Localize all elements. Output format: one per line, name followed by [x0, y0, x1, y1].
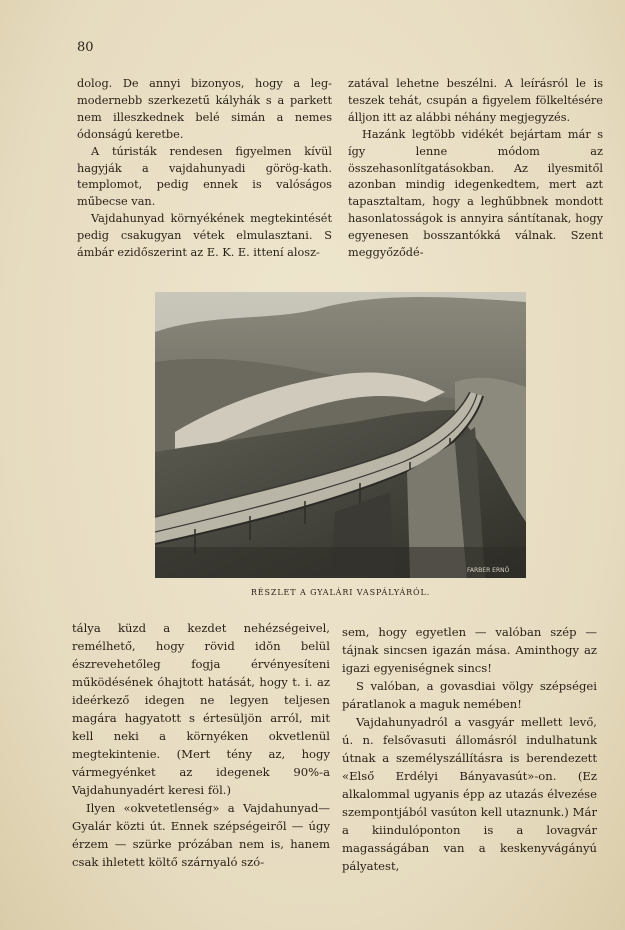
photo-credit: FARBER ERNŐ [467, 567, 510, 574]
paragraph: zatával lehetne beszélni. A leírásról le is teszek tehát, csupán a figyelem fölkeltésére álljon itt az alábbi néhány megjegyzés. [348, 77, 603, 124]
bottom-left-column [72, 619, 330, 871]
paragraph: Vajdahunyad környékének megtekintését pedig csakugyan vétek elmulasztani. S ámbár ezidőszerint az E. K. E. ittení alosz- [77, 212, 332, 260]
paragraph: tálya küzd a kezdet nehézségeivel, remélhető, hogy rövid idŏn belül észrevehetőleg fogja érvényesíteni működésének óhajtott hatását, hogy t. i. az ideérkező idegen ne legyen teljesen magára hagyatott s értesüljön arról, mit kell neki a környéken okvetlenül megtekintenie. (Mert tény az, hogy vármegyénket az idegenek 90%-a Vajdahunyadért keresi föl.) [72, 621, 330, 797]
paragraph: dolog. De annyi bizonyos, hogy a leg-modernebb szerkezetű kályhák s a parkett nem illeszkednek belé simán a nemes ódonságú keretbe. [77, 77, 332, 141]
paragraph: sem, hogy egyetlen — valóban szép — tájnak sincsen igazán mása. Aminthogy az igazi egyeniségnek sincs! [342, 625, 597, 675]
paragraph: A túristák rendesen figyelmen kívül hagyják a vajdahunyadi görög-kath. templomot, pedig ennek is valóságos műbecse van. [77, 144, 332, 209]
paragraph: Ilyen «okvetetlenség» a Vajdahunyad—Gyalár közti út. Ennek szépségeiről — úgy érzem — szürke prózában nem is, hanem csak ihletett költő szárnyaló szó- [72, 801, 330, 869]
top-left-column [77, 76, 332, 262]
paragraph: S valóban, a govasdiai völgy szépségei páratlanok a maguk nemében! [342, 679, 597, 711]
page-number: 80 [77, 40, 94, 55]
railway-viaduct-photo [155, 292, 526, 578]
paragraph: Hazánk legtöbb vidékét bejártam már s így lenne módom az összehasonlítgatásokban. Az ilyesmitől azonban mindig idegenkedtem, mert azt tapasztaltam, hogy a leghűbbnek mondott hasonlatosságok is annyira sántítanak, hogy egyenesen bosszantókká válnak. Szent meggyőződé- [348, 127, 603, 260]
bottom-right-column [342, 623, 597, 875]
photo-caption: RÉSZLET A GYALÁRI VASPÁLYÁRÓL. [250, 588, 431, 597]
top-right-column [348, 76, 603, 262]
paragraph: Vajdahunyadról a vasgyár mellett levő, ú. n. felsővasuti állomásról indulhatunk útnak a személyszállításra is berendezett «Első Erdélyi Bányavasút»-on. (Ez alkalommal ugyanis épp az utazás élvezése szempontjából vasúton kell utaznunk.) Már a kiindulóponton is a lovagvár magasságában van a keskenyvágányú pályatest, [342, 715, 597, 873]
